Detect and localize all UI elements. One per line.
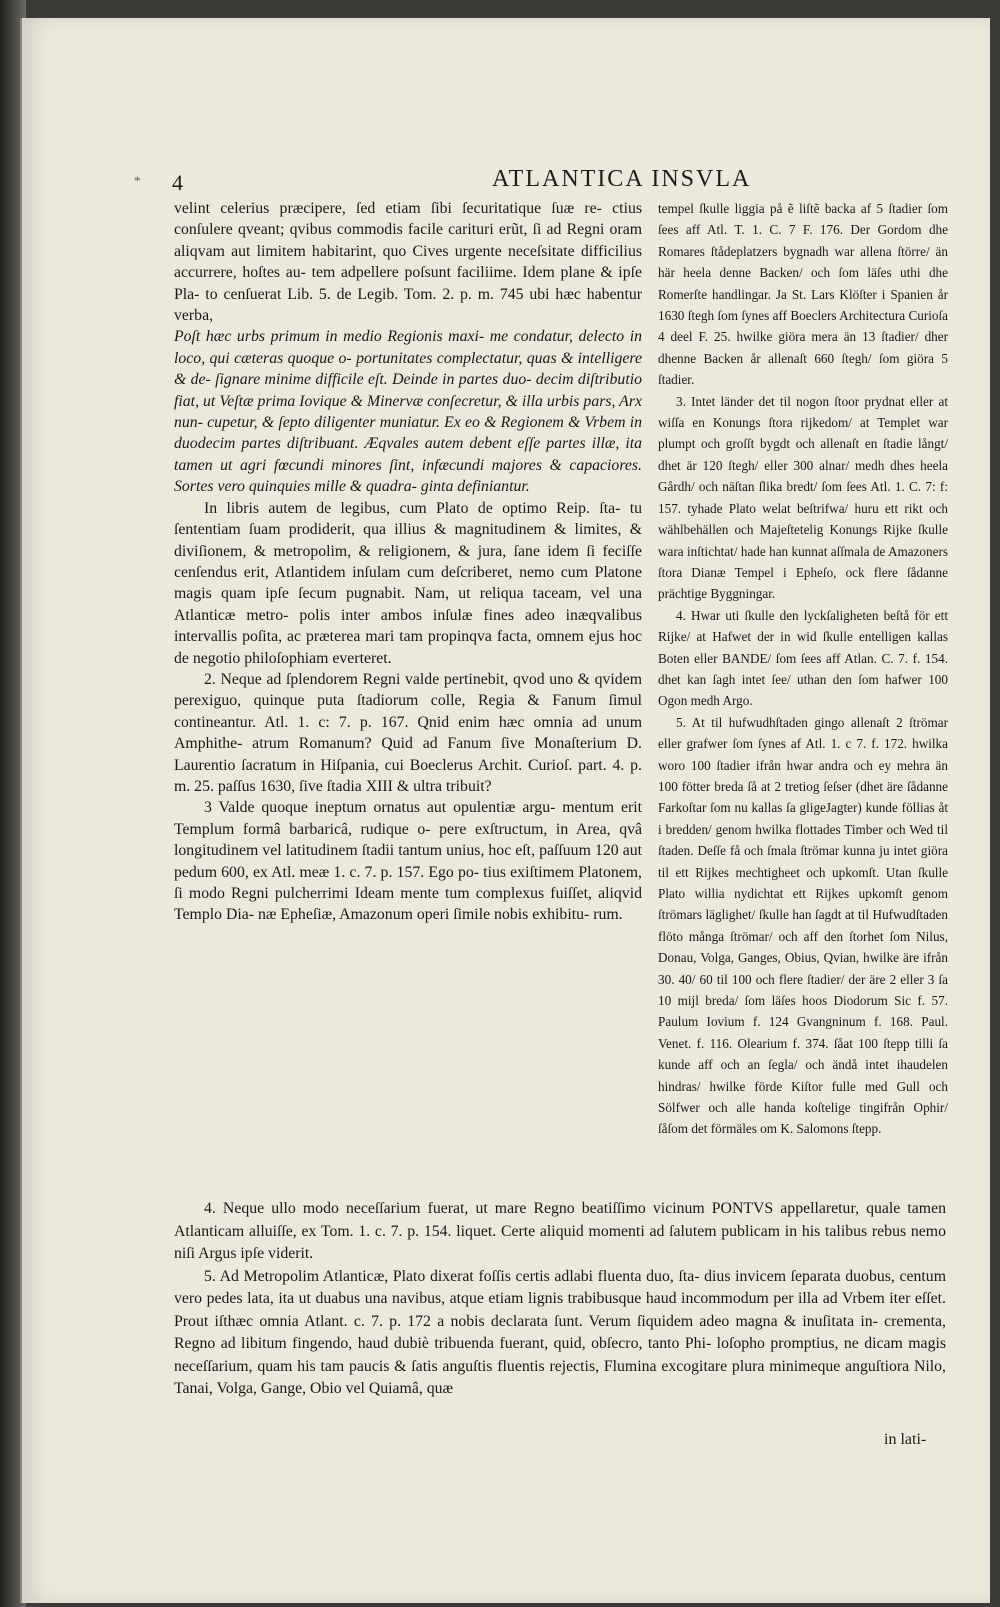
signature-mark: * <box>134 173 141 188</box>
latin-column <box>174 198 642 926</box>
catchword: in lati- <box>884 1431 927 1448</box>
swedish-column <box>658 198 948 1140</box>
swedish-paragraph-3: 3. Intet länder det til nogon ſtoor prydnat eller at wiſſa en Konungs ſtora rijkedom/ at Templet war plumpt och groſſt bygdt och allenaſt en ſtadie långt/ dhet är 120 ſtegh/ eller 300 alnar/ medh dhes heela Gårdh/ och näſtan ſlika bredt/ ſom ſees Atl. 1. C. 7: f: 157. tyhade Plato welat beſtrifwa/ huru ett rikt och wählbehällen och Majeſtetelig Konungs Rijke ſkulle wara inſtichtat/ hade han kunnat aſſmala de Amazoners ſtora Dianæ Tempel i Epheſo, ock flere ſådanne prächtige Byggningar. <box>658 393 948 602</box>
book-page <box>20 18 990 1603</box>
swedish-paragraph-4: 4. Hwar uti ſkulle den lyckſaligheten beſtå för ett Rijke/ at Hafwet der in wid ſkulle entelligen kallas Boten eller BANDE/ ſom ſees aff Atlan. C. 7. f. 154. dhet kan ſagh intet ſee/ uthan den ſom hafwer 100 Ogon medh Argo. <box>658 607 948 709</box>
swedish-paragraph-intro: tempel ſkulle liggia på ẽ liſtẽ backa af 5 ſtadier ſom ſees aff Atl. T. 1. C. 7 F. 176. Der Gordom dhe Romares ſtådeplatzers bygnadh war allena ſtörre/ än här heela denne Backen/ och ſom läſes uthi dhe Romerſte handlingar. Ja St. Lars Klöſter i Spanien år 1630 ſtegh ſom ſynes aff Boeclers Architectura Curioſa 4 deel F. 25. hwilke giöra mera än 13 ſtadier/ dher dhenne Backen år allenaſt 660 ſtegh/ ſom giöra 5 ſtadier. <box>658 201 948 388</box>
page-number: 4 <box>172 170 183 195</box>
latin-paragraph-intro: velint celerius præcipere, ſed etiam ſibi ſecuritatique ſuæ re- ctius conſulere qveant; qvibus commodis facile carituri erũt, ſi ad Regni oram aliqvam aut limitem habitarint, quo Cives urgente neceſsitate difficilius accurrere, hoſtes au- tem adpellere poſsunt faciliime. Idem plane & ipſe Pla- to cenſuerat Lib. 5. de Legib. Tom. 2. p. m. 745 ubi hæc habentur verba, <box>174 200 642 325</box>
latin-paragraph-5: 5. Ad Metropolim Atlanticæ, Plato dixerat foſſis certis adlabi fluenta duo, ſta- dius invicem ſeparata duobus, centum vero pedes lata, ita ut duabus una navibus, atque etiam lignis trabibusque haud incommodum per illa ad Vrbem iter eſſet. Prout iſthæc omnia Atlant. c. 7. p. 172 a nobis declarata ſunt. Verum ſiquidem adeo magna & inuſitata in- crementa, Regno ad libitum fingendo, haud dubiè tribuenda fuerant, quid, obſecro, tanto Phi- loſopho promptius, ne dicam magis neceſſarium, quam his tam paucis & ſatis anguſtis fluentis rejectis, Flumina excogitare plura minimeque anguſtiora Nilo, Tanai, Volga, Gange, Obio vel Quiamâ, quæ <box>174 1267 946 1397</box>
full-width-text <box>174 1198 946 1401</box>
swedish-paragraph-5: 5. At til hufwudhſtaden gingo allenaſt 2 ſtrömar eller grafwer ſom ſynes af Atl. 1. c 7. f. 172. hwilka woro 100 ſtadier ifrån hwar andra och ey mehra än 100 fötter breda ſå at 2 tretiog ſeſser (dhet äre ſådanne Farkoſtar ſom nu kallas ſa gligeJagter) kunde föllias åt i bredden/ genom hwilka flottades Timber och Wed til ſtaden. Deſſe få och ſmala ſtrömar kunna ju intet giöra til ett Rijkes mechtigheet och upkomſt. Utan ſkulle Plato willia nydichtat ett Rijkes upkomſt genom ſtrömars läglighet/ ſkulle han ſagdt at til Hufwudſtaden flöto många ſtrömar/ och aff den ſtorhet ſom Nilus, Donau, Volga, Ganges, Obius, Qvian, hwilke äre ifrån 30. 40/ 60 til 100 och flere ſtadier/ der äre 2 eller 3 ſa 10 mijl breda/ ſom läſes hoos Diodorum Sic f. 57. Paulum Iovium f. 124 Gvangninum f. 168. Paul. Venet. f. 116. Olearium f. 374. ſåat 100 ſtepp tilli ſa kunde aff och an ſegla/ och ändå intet ihaudelen hindras/ hwilke förde Kiſtor fulle med Gull och Sölfwer och alle handa koſtelige tingifrån Ophir/ ſåſom det förmäles om K. Salomons ſtepp. <box>658 714 948 1137</box>
plato-quotation: Poſt hæc urbs primum in medio Regionis maxi- me condatur, delecto in loco, qui cæteras quoque o- portunitates complectatur, quas & intelligere & de- ſignare minime difficile eſt. Deinde in partes duo- decim diſtributio fiat, ut Veſtæ prima Iovique & Minervæ conſecretur, & illa urbis pars, Arx nun- cupetur, & ſepto diligenter muniatur. Ex eo & Regionem & Vrbem in duodecim partes diſtribuant. Æqvales autem debent eſſe partes illæ, ita tamen ut agri fœcundi minores ſint, infæcundi majores & capaciores. Sortes vero quinquies mille & quadra- ginta definiantur. <box>174 328 642 496</box>
latin-paragraph-3: 3 Valde quoque ineptum ornatus aut opulentiæ argu- mentum erit Templum formâ barbaricâ, rudique o- pere exſtructum, in Area, qvâ longitudinem vel latitudinem ſtadii tantum unius, hoc eſt, paſſuum 120 aut pedum 600, ex Atl. meæ 1. c. 7. p. 157. Ego po- tius exiſtimem Platonem, ſi modo Regni pulcherrimi Ideam mente tum complexus fuiſſet, aliqvid Templo Dia- næ Epheſiæ, Amazonum operi ſimile nobis exhibitu- rum. <box>174 799 642 924</box>
latin-paragraph-4: 4. Neque ullo modo neceſſarium fuerat, ut mare Regno beatiſſimo vicinum PONTVS appellaretur, quale tamen Atlanticam alluiſſe, ex Tom. 1. c. 7. p. 154. liquet. Certe aliquid momenti ad ſalutem publicam in his talibus rebus nemo niſi Argus ipſe viderit. <box>174 1200 946 1262</box>
latin-paragraph-2: 2. Neque ad ſplendorem Regni valde pertinebit, qvod uno & qvidem perexiguo, quinque puta ſtadiorum colle, Regia & Fanum ſimul contineantur. Atl. 1. c: 7. p. 167. Qnid enim hæc omnia ad unum Amphithe- atrum Romanum? Quid ad Fanum ſive Monaſterium D. Laurentio ſacratum in Hiſpania, cui Boeclerus Archit. Curioſ. part. 4. p. m. 25. paſſus 1630, ſive ſtadia XIII & ultra tribuit? <box>174 670 642 795</box>
running-title: ATLANTICA INSVLA <box>492 166 752 192</box>
latin-paragraph-de-legibus: In libris autem de legibus, cum Plato de optimo Reip. ſta- tu ſententiam ſuam prodiderit, qua illius & magnitudinem & limites, & diviſionem, & metropolim, & religionem, & jura, ſane idem ſi feciſſe cenſendus erit, Atlantidem inſulam cum deſcriberet, nemo cum Platone magis quam ipſe ſecum pugnabit. Nam, ut reliqua taceam, vel una Atlanticæ metro- polis inter ambos inſulæ fines adeo inæqvalibus intervallis poſita, ac præterea mari tam propinqva facta, omnem ejus hoc de negotio philoſophiam everteret. <box>174 499 642 667</box>
